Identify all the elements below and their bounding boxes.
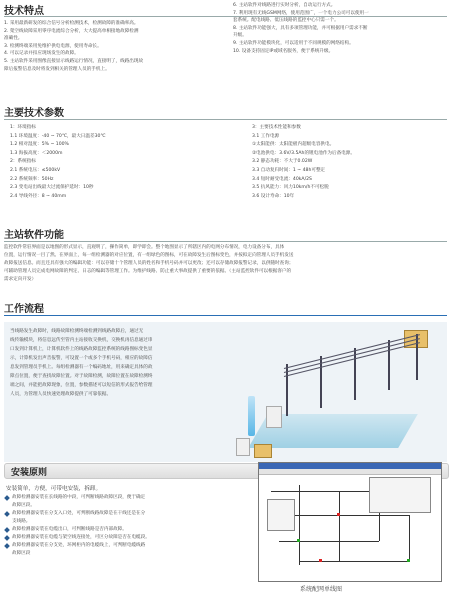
feature-item: 7. 利用现有无线GSM网络，使用范围广，一个电力公司可以使用一 (233, 10, 369, 16)
window-menubar (259, 469, 441, 475)
diagram-line (339, 491, 340, 561)
param-item: 1.2 相对湿度：5% ~ 100% (10, 142, 69, 148)
workflow-line: 口发到计算机上，计算机软件上的线路故障监控系统的线路图标变色显 (10, 347, 153, 352)
normal-indicator-icon (407, 559, 410, 562)
param-item: 3.5 抗风能力：风力10km/h不可松脱 (252, 185, 329, 191)
param-item: 3.6 设计寿命：10年 (252, 193, 295, 199)
pole-icon (354, 348, 356, 400)
feature-item: 4. 可以记录并扣应现场发生的故障。 (4, 51, 79, 57)
params-right-list (252, 124, 355, 201)
diamond-bullet-icon (4, 535, 10, 541)
params-left-list (10, 124, 106, 201)
feature-item: 8. 主站软件功能强大，具有多项管理功能，并可根据用户需求不断 (233, 25, 368, 31)
param-item: 3.2 静态功耗：不大于0.02W (252, 159, 313, 165)
workflow-line: 人员，为管理人员快速处理故障提供了可靠依据。 (10, 392, 112, 397)
diamond-bullet-icon (4, 543, 10, 549)
feature-item: 套系统。配电线路、低压线路的监控中心只需一个。 (233, 18, 339, 24)
workflow-line: 端之间，并能把故障现象，位置，参数描述可以短信的形式报告给管理 (10, 383, 153, 388)
features-left-list (4, 20, 143, 73)
features-title: 技术特点 (4, 6, 44, 17)
workflow-title: 工作流程 (4, 304, 44, 315)
feature-item: 障后报警信息及时将发到相关的管理人员的手机上。 (4, 66, 110, 72)
dialog-window (369, 477, 431, 513)
software-line: 需求定向开发） (4, 277, 37, 282)
diagram-line (299, 485, 300, 565)
software-line: 可辅助管理人员完成电网故障的判定、日志的编辑等管理工作。为维护线路、防止重大事故提供了重要的依据。（主站监控软件可以根据客户的 (4, 269, 292, 274)
software-line: 位置，运行情况一目了然。在界面上，每一组检测器的对应位置，有一组绿色的图标，可在故障发生后图标变色，并按拟定向管理人员手机发送 (4, 253, 294, 258)
house-icon (254, 444, 272, 458)
list-item: 故障检测器安装在电缆出口，可判断线路是否内部故障。 (4, 526, 254, 534)
features-right-list (233, 2, 369, 55)
workflow-line: 示，计算机发出声音报警，可设置一个或多个手机号码，相应的故障信 (10, 356, 153, 361)
power-line-illustration (228, 322, 447, 462)
param-item: 3.3 自动复归时间：1 ~ 48h可整定 (252, 167, 326, 173)
single-line-diagram-screenshot (258, 462, 442, 582)
workflow-line: 障点位置，便于查找故障位置。对于故障检测，故障位置在故障检测终 (10, 374, 153, 379)
software-divider (4, 241, 447, 242)
workflow-line: 当线路发生故障时，线路故障检测终端检测到线路故障后，通过无 (10, 329, 144, 334)
software-title: 主站软件功能 (4, 230, 64, 241)
diagram-line (409, 515, 410, 561)
install-bullets (4, 494, 254, 558)
param-item: 1.3 海拔高度：＜2000m (10, 150, 63, 156)
param-item: 2.2 系统频率：50Hz (10, 176, 54, 182)
list-item: 故障检测器安装在电缆与架空线连接处，可区分故障是否在电缆段。 (4, 534, 254, 542)
wire (284, 338, 420, 373)
workflow-divider (4, 315, 447, 316)
wire (284, 334, 420, 369)
workflow-line: 息发到管理员手机上。每组检测器有一个编码地址，用来确定具体的故 (10, 365, 153, 370)
features-divider (4, 16, 447, 17)
install-intro: 安装简单，方便，可带电安装，拆卸。 (6, 486, 102, 492)
software-line: 故障报送信息。而且还具有强大的编辑功能：可以存储十个管理人员的姓名和手机号码并可以更改；还可以存储故障报警记录，以供随时查询； (4, 261, 294, 266)
param-item: ②电池供电：3.6V/3.5Ah的锂电池作为后备电源。 (252, 150, 355, 156)
diamond-bullet-icon (4, 527, 10, 533)
diamond-bullet-icon (4, 511, 10, 517)
wire (284, 342, 420, 377)
fault-indicator-icon (319, 559, 322, 562)
param-item: 3.1 工作电源 (252, 133, 280, 139)
param-item: 1：环境指标 (10, 125, 36, 130)
diagram-line (289, 515, 409, 516)
diagram-line (279, 541, 379, 542)
param-item: 2.3 变电站出线最大过流保护延时：10秒 (10, 185, 94, 191)
workflow-description (10, 327, 152, 399)
param-item: 3.4 短时耐受电流：40kA/2S (252, 176, 312, 182)
pole-icon (388, 340, 390, 390)
diagram-caption: 系统配网单线图 (300, 586, 343, 593)
params-divider (4, 119, 447, 120)
cabinet-icon (266, 406, 282, 428)
feature-item: 1. 采用最新研发的综合信号分析检测技术，检测故障的准确率高。 (4, 21, 139, 26)
workflow-line: 线传输模块，将信息远传至管内主站接收交换机，交换机再信息通过串 (10, 338, 153, 343)
param-item: 2：系统指标 (10, 159, 36, 165)
feature-item: 3. 检测终端采用免维护供电电源，使用寿命长。 (4, 43, 102, 49)
param-item: 3：主要技术性能和参数 (252, 125, 301, 130)
pole-icon (416, 334, 418, 380)
feature-item: 9. 主站软件功能模块化，可以适用于不同规模的网络结构。 (233, 40, 354, 46)
install-title: 安装原则 (11, 468, 48, 478)
list-item: 故障检测器安装在分支处，环网柜内的电缆线上，可判断电缆线路 故障区段 (4, 542, 254, 558)
params-title: 主要技术参数 (4, 108, 64, 119)
normal-indicator-icon (297, 539, 300, 542)
feature-item: 2. 架空线故障采用零序电流综合分析，大大提高单相接地故障检测 (4, 28, 139, 34)
feature-item: 5. 主站软件采用图像直接显示线路运行情况，直接明了，线路出现故 (4, 58, 144, 64)
dialog-window (267, 499, 295, 531)
software-description (4, 244, 293, 284)
server-column-icon (248, 396, 255, 436)
feature-item: 10. 设备支持固定IP或域名服务，便于系统升级。 (233, 48, 334, 54)
list-item: 故障检测器安装在长线路的中段，可判断线路故障区段，便于确定 故障区段。 (4, 494, 254, 510)
feature-item: 6. 主站软件对线路进行实时分析，自动运行方式。 (233, 3, 336, 8)
software-line: 监控软件常驻界面是以地图的形式显示，直观明了，操作简单，即学即会。整个地图显示了所辖区内的电网分布情况，电力设备分布，具体 (4, 245, 285, 250)
param-item: 2.4 导线外径：8 ~ 40mm (10, 193, 67, 199)
cabinet-icon (236, 438, 250, 456)
param-item: 1.1 环境温度：-40 ~ 70℃，最大日温差30℃ (10, 133, 106, 139)
feature-item: 准确性。 (4, 36, 23, 42)
param-item: ①太阳能供：太阳能板内超级电容供电。 (252, 142, 335, 148)
list-item: 故障检测器安装在分支入口处，可判断线路故障是在干线还是在分 支线路。 (4, 510, 254, 526)
param-item: 2.1 系统电压：≤500kV (10, 167, 61, 173)
diagram-line (299, 561, 409, 562)
fault-indicator-icon (337, 513, 340, 516)
diamond-bullet-icon (4, 495, 10, 501)
feature-item: 升级。 (233, 33, 247, 39)
